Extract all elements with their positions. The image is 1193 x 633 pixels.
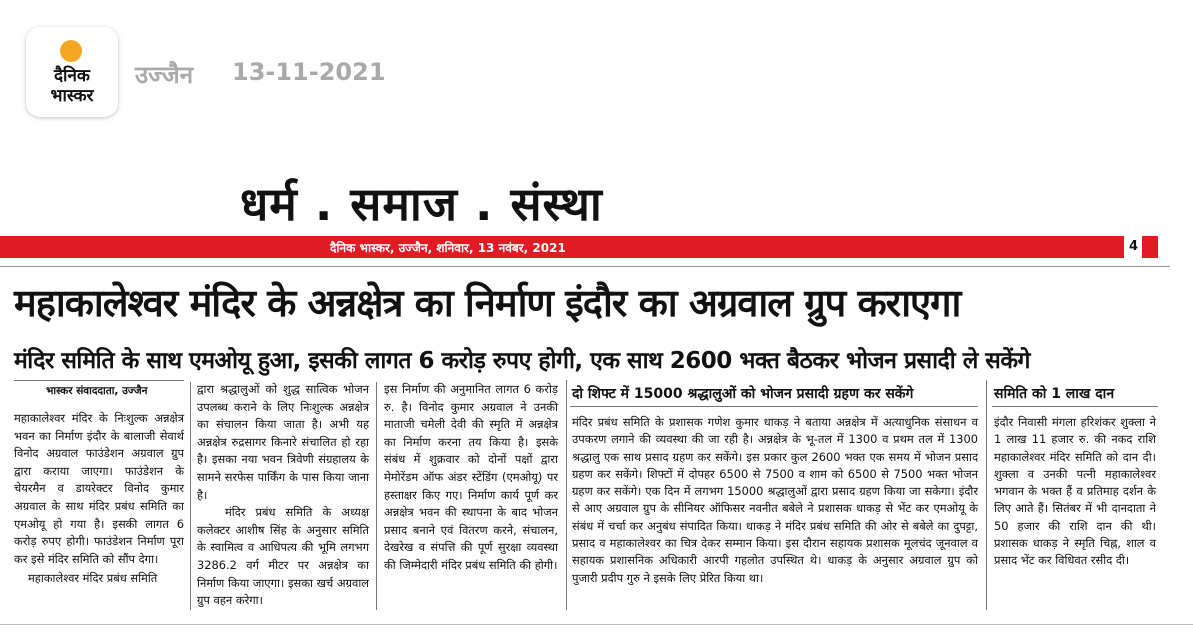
- article-column-3: इस निर्माण की अनुमानित लागत 6 करोड़ रु. है। विनोद कुमार अग्रवाल ने उनकी माताजी चमेली देवी की स्मृति में अन्नक्षेत्र का निर्माण करना तय किया है। इसके संबंध में शुक्रवार को दोनों पक्षों द्वारा मेमोरेंडम ऑफ अंडर स्टेंडिंग (एमओयू) पर हस्ताक्षर किए गए। निर्माण कार्य पूर्ण कर अन्नक्षेत्र भवन की स्थापना के बाद भोजन प्रसाद बनाने एवं वितरण करने, संचालन, देखरेख व संपत्ति की पूर्ण सुरक्षा व्यवस्था की जिम्मेदारी मंदिर प्रबंध समिति की होगी।: [384, 382, 558, 572]
- header-city: उज्जैन: [135, 61, 194, 89]
- banner-text: दैनिक भास्कर, उज्जैन, शनिवार, 13 नवंबर, 2021: [330, 241, 566, 255]
- article-column-2: [197, 381, 369, 610]
- logo-line2: भास्कर: [50, 86, 94, 106]
- dainik-bhaskar-logo: [26, 27, 118, 117]
- logo-line1: दैनिक: [54, 66, 90, 86]
- divider: [992, 406, 1158, 407]
- subhead: मंदिर समिति के साथ एमओयू हुआ, इसकी लागत 6 करोड़ रुपए होगी, एक साथ 2600 भक्त बैठकर भोजन प्रसादी ले सकेंगे: [14, 348, 1030, 374]
- sun-icon: [60, 40, 82, 62]
- date-banner: [0, 236, 1124, 258]
- article-column-1-tail: महाकालेश्वर मंदिर प्रबंध समिति: [28, 571, 158, 586]
- article-column-1-text: महाकालेश्वर मंदिर के निःशुल्क अन्नक्षेत्र भवन का निर्माण इंदौर के बालाजी सेवार्थ विनोद अग्रवाल फाउंडेशन अग्रवाल ग्रुप द्वारा कराया जाएगा। फाउंडेशन के चेयरमैन व डायरेक्टर विनोद कुमार अग्रवाल के साथ मंदिर प्रबंध समिति का एमओयू हो गया है। इसकी लागत 6 करोड़ रुपए होगी। फाउंडेशन निर्माण पूरा कर इसे मंदिर समिति को सौंप देगा।: [14, 411, 184, 566]
- box1-title: दो शिफ्ट में 15000 श्रद्धालुओं को भोजन प्रसादी ग्रहण कर सकेंगे: [572, 386, 914, 402]
- box2-text: इंदौर निवासी मंगला हरिशंकर शुक्ला ने 1 लाख 11 हजार रु. की नकद राशि महाकालेश्वर मंदिर समिति को दान दी। शुक्ला व उनकी पत्नी महाकालेश्वर भगवान के भक्त हैं व प्रतिमाह दर्शन के लिए आते हैं। सितंबर में भी दानदाता ने 50 हजार की राशि दान की थी। प्रशासक धाकड़ ने स्मृति चिह्न, शाल व प्रसाद भेंट कर विधिवत रसीद दी।: [994, 415, 1156, 568]
- bottom-divider: [0, 624, 1193, 625]
- divider: [0, 266, 1170, 267]
- page-number: 4: [1129, 239, 1139, 254]
- banner-end-block: [1142, 236, 1158, 258]
- column-divider: [986, 380, 987, 610]
- article-column-2-para2: मंदिर प्रबंध समिति के अध्यक्ष कलेक्टर आशीष सिंह के अनुसार समिति के स्वामित्व व आधिपत्य की भूमि लगभग 3286.2 वर्ग मीटर पर अन्नक्षेत्र का निर्माण किया जाएगा। इसका खर्च अग्रवाल ग्रुप वहन करेगा।: [197, 505, 369, 608]
- section-title: धर्म . समाज . संस्था: [240, 177, 603, 231]
- headline: महाकालेश्वर मंदिर के अन्नक्षेत्र का निर्माण इंदौर का अग्रवाल ग्रुप कराएगा: [14, 281, 961, 325]
- article-column-2-text: द्वारा श्रद्धालुओं को शुद्ध सात्विक भोजन उपलब्ध कराने के लिए निःशुल्क अन्नक्षेत्र का संचालन किया जाता है। अभी यह अन्नक्षेत्र रुद्रसागर किनारे संचालित हो रहा है। इसका नया भवन त्रिवेणी संग्रहालय के सामने सरफेस पार्किंग के पास किया जाना है।: [197, 382, 369, 502]
- box1-text: मंदिर प्रबंध समिति के प्रशासक गणेश कुमार धाकड़ ने बताया अन्नक्षेत्र में अत्याधुनिक संसाधन व उपकरण लगाने की व्यवस्था की जा रही है। अन्नक्षेत्र के भू-तल में 1300 व प्रथम तल में 1300 श्रद्धालु एक साथ प्रसाद ग्रहण कर सकेंगे। इस प्रकार कुल 2600 भक्त एक समय में भोजन प्रसाद ग्रहण कर सकेंगे। शिफ्टों में दोपहर 6500 से 7500 व शाम को 6500 से 7500 भक्त भोजन ग्रहण कर सकेंगे। एक दिन में लगभग 15000 श्रद्धालुओं द्वारा प्रसाद ग्रहण किया जा सकेगा। इंदौर से आए अग्रवाल ग्रुप के सीनियर ऑफिसर नवनीत बबेले ने प्रशासक धाकड़ से भेंट कर एमओयू के संबंध में चर्चा कर अनुबंध संपादित किया। धाकड़ ने मंदिर प्रबंध समिति की ओर से बबेले का दुपट्टा, प्रसाद व महाकालेश्वर का चित्र देकर सम्मान किया। इस दौरान सहायक प्रशासक मूलचंद जूनवाल व सहायक प्रशासनिक अधिकारी आरपी गहलोत उपस्थित थे। धाकड़ के अनुसार अग्रवाल ग्रुप को पुजारी प्रदीप गुरु ने इसके लिए प्रेरित किया था।: [572, 415, 978, 585]
- column-divider: [190, 382, 191, 610]
- header-date: 13-11-2021: [232, 58, 386, 86]
- box2-title: समिति को 1 लाख दान: [994, 386, 1115, 402]
- divider: [570, 406, 978, 407]
- column-divider: [566, 380, 567, 610]
- column-divider: [376, 382, 377, 610]
- article-column-1: [14, 410, 184, 588]
- byline: भास्कर संवाददाता, उज्जैन: [46, 385, 148, 397]
- divider: [14, 380, 184, 381]
